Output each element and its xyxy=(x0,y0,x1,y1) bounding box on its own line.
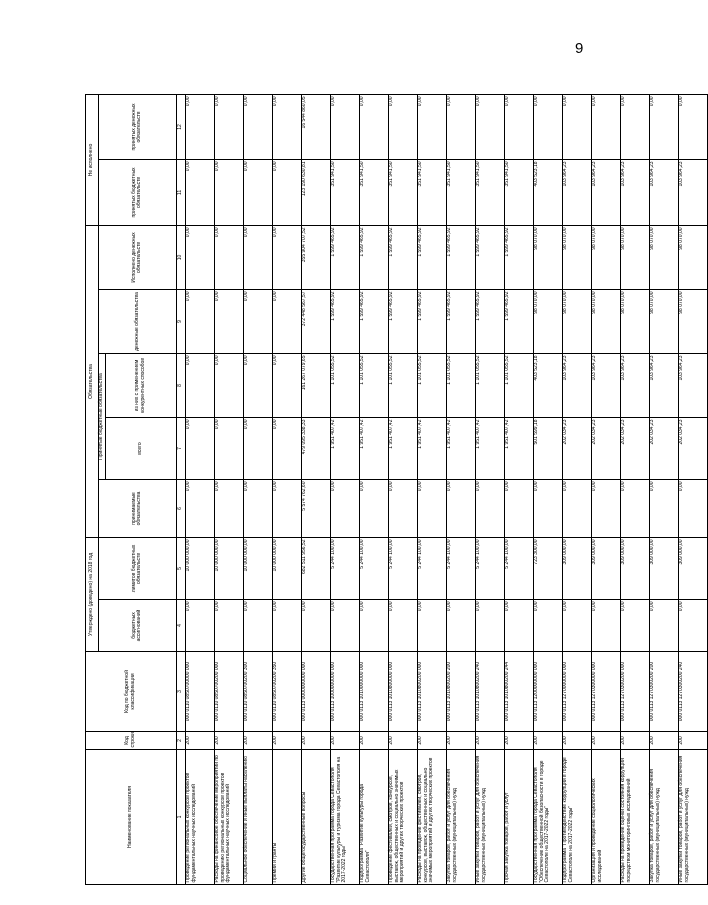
row-monetary: 1 599 465,92 xyxy=(417,290,446,354)
row-name: Организация и проведение социологических исследований xyxy=(591,750,620,885)
row-limits: 309 000,00 xyxy=(591,538,620,600)
row-name: Иные закупки товаров, работ и услуг для обеспечения государственных (муниципальных) нужд xyxy=(678,750,707,885)
row-budget-allocations: 0,00 xyxy=(504,600,533,652)
row-executed-monetary: 0,00 xyxy=(272,225,301,289)
row-budget-allocations: 0,00 xyxy=(533,600,562,652)
table-row xyxy=(272,94,301,884)
row-not-executed-budget: 351 941,50 xyxy=(446,159,475,225)
header-budget-allocations: бюджетных ассигнований xyxy=(99,600,177,652)
row-competitive: 1 101 055,52 xyxy=(417,354,446,418)
row-accepted-obligations: 0,00 xyxy=(678,480,707,538)
row-name: Прочая закупка товаров, работ и услуг xyxy=(504,750,533,885)
column-number: 10 xyxy=(176,225,185,289)
row-not-executed-budget: 351 941,50 xyxy=(330,159,359,225)
row-budget-code: 000 0113 1010800200 200 xyxy=(446,652,475,732)
row-executed-monetary: 1 599 465,92 xyxy=(417,225,446,289)
header-not-executed-group: Не исполнено xyxy=(86,94,99,225)
row-not-executed-monetary: 0,00 xyxy=(388,94,417,159)
row-name: Социальное обеспечение и иные выплаты населению xyxy=(243,750,272,885)
row-competitive: 103 964,23 xyxy=(678,354,707,418)
row-executed-monetary: 98 070,00 xyxy=(678,225,707,289)
row-accepted-obligations: 0,00 xyxy=(504,480,533,538)
row-not-executed-budget: 0,00 xyxy=(272,159,301,225)
row-monetary: 0,00 xyxy=(214,290,243,354)
row-limits: 5 244 100,00 xyxy=(417,538,446,600)
row-name: Расходы на проведение оценки состояния коррупции посредством мониторинговых исследований xyxy=(620,750,649,885)
row-total: 1 951 407,42 xyxy=(417,418,446,480)
row-code: 200 xyxy=(185,732,214,750)
row-monetary: 1 599 465,92 xyxy=(330,290,359,354)
row-budget-allocations: 0,00 xyxy=(185,600,214,652)
row-code: 200 xyxy=(649,732,678,750)
row-not-executed-budget: 0,00 xyxy=(214,159,243,225)
row-not-executed-monetary: 0,00 xyxy=(446,94,475,159)
row-total: 1 951 407,42 xyxy=(330,418,359,480)
row-accepted-obligations: 0,00 xyxy=(591,480,620,538)
header-budget-code: Код по бюджетной классификации xyxy=(86,652,177,732)
row-budget-code: 000 0110 0850700200 000 xyxy=(214,652,243,732)
table-row xyxy=(620,94,649,884)
row-limits: 309 000,00 xyxy=(620,538,649,600)
row-limits: 5 244 100,00 xyxy=(388,538,417,600)
row-executed-monetary: 0,00 xyxy=(243,225,272,289)
column-number: 9 xyxy=(176,290,185,354)
header-obligations-group: Обязательства xyxy=(86,225,99,537)
header-executed-monetary: Исполнено денежных обязательств xyxy=(99,225,177,289)
row-name: Подпрограмма "Противодействие коррупции в городе Севастополе на 2017-2022 годы" xyxy=(562,750,591,885)
row-executed-monetary: 1 599 465,92 xyxy=(475,225,504,289)
row-not-executed-monetary: 0,00 xyxy=(330,94,359,159)
row-accepted-obligations: 0,00 xyxy=(475,480,504,538)
row-code: 200 xyxy=(475,732,504,750)
row-monetary: 98 070,00 xyxy=(620,290,649,354)
row-total: 0,00 xyxy=(243,418,272,480)
row-total: 202 034,23 xyxy=(678,418,707,480)
row-budget-allocations: 0,00 xyxy=(272,600,301,652)
column-number: 11 xyxy=(176,159,185,225)
row-budget-allocations: 0,00 xyxy=(591,600,620,652)
row-accepted-obligations: 0,00 xyxy=(359,480,388,538)
row-accepted-obligations: 0,00 xyxy=(272,480,301,538)
row-budget-allocations: 0,00 xyxy=(301,600,330,652)
row-name: Иные закупки товаров, работ и услуг для обеспечения государственных (муниципальных) нужд xyxy=(475,750,504,885)
row-code: 200 xyxy=(214,732,243,750)
column-number: 5 xyxy=(176,538,185,600)
row-total: 1 951 407,42 xyxy=(446,418,475,480)
row-accepted-obligations: 0,00 xyxy=(243,480,272,538)
row-name: Расходы на финансовое обеспечение мероприятий по проведению региональных конкурсов проектов фундаментальных научных исследований xyxy=(214,750,243,885)
table-row xyxy=(243,94,272,884)
row-accepted-obligations: 0,00 xyxy=(562,480,591,538)
row-budget-code: 000 0113 1010800200 240 xyxy=(475,652,504,732)
header-accepted-budget-group: Принятые бюджетные обязательства xyxy=(99,354,106,480)
row-not-executed-budget: 103 964,23 xyxy=(562,159,591,225)
row-competitive: 1 101 055,52 xyxy=(504,354,533,418)
row-executed-monetary: 98 070,00 xyxy=(533,225,562,289)
row-code: 200 xyxy=(359,732,388,750)
row-accepted-obligations: 0,00 xyxy=(533,480,562,538)
row-competitive: 0,00 xyxy=(243,354,272,418)
table-row xyxy=(214,94,243,884)
column-number: 1 xyxy=(176,750,185,885)
row-name: Государственная программа города Севастополя "Обеспечение общественной безопасности в городе Севастополе на 2017-2022 годы" xyxy=(533,750,562,885)
row-monetary: 0,00 xyxy=(272,290,301,354)
page-number: 9 xyxy=(575,40,584,57)
column-number: 8 xyxy=(176,354,185,418)
row-not-executed-monetary: 0,00 xyxy=(214,94,243,159)
row-limits: 5 244 100,00 xyxy=(446,538,475,600)
column-number: 3 xyxy=(176,652,185,732)
row-competitive: 0,00 xyxy=(214,354,243,418)
row-not-executed-monetary: 0,00 xyxy=(533,94,562,159)
row-name: Расходы на проведение фестивалей, смотров, конкурсов, выставок, общественных и социально значимых мероприятий и других творческих проектов xyxy=(417,750,446,885)
row-limits: 5 244 100,00 xyxy=(359,538,388,600)
row-limits: 5 244 100,00 xyxy=(330,538,359,600)
row-competitive: 1 101 055,52 xyxy=(359,354,388,418)
row-name: Подпрограмма "Развитие культуры города Севастополя" xyxy=(359,750,388,885)
row-limits: 309 000,00 xyxy=(562,538,591,600)
row-name: Государственная программа города Севастополя "Развитие культуры и туризма города Севастополя на 2017-2022 годы" xyxy=(330,750,359,885)
row-budget-allocations: 0,00 xyxy=(359,600,388,652)
row-budget-code: 000 0113 1270300200 200 xyxy=(649,652,678,732)
row-budget-code: 000 0113 1010800000 000 xyxy=(388,652,417,732)
row-budget-code: 000 0113 1200000000 000 xyxy=(533,652,562,732)
row-limits: 5 244 100,00 xyxy=(504,538,533,600)
row-accepted-obligations: 0,00 xyxy=(185,480,214,538)
row-monetary: 372 448 567,57 xyxy=(301,290,330,354)
row-executed-monetary: 1 599 465,92 xyxy=(330,225,359,289)
row-executed-monetary: 98 070,00 xyxy=(649,225,678,289)
row-executed-monetary: 98 070,00 xyxy=(591,225,620,289)
row-code: 200 xyxy=(446,732,475,750)
row-monetary: 98 070,00 xyxy=(562,290,591,354)
table-row xyxy=(330,94,359,884)
row-budget-code: 000 0110 0850700200 300 xyxy=(243,652,272,732)
row-not-executed-monetary: 0,00 xyxy=(591,94,620,159)
rotated-table-container xyxy=(85,95,690,885)
table-body xyxy=(185,94,707,884)
row-total: 1 951 407,42 xyxy=(504,418,533,480)
row-accepted-obligations: 0,00 xyxy=(417,480,446,538)
row-monetary: 98 070,00 xyxy=(649,290,678,354)
row-budget-allocations: 0,00 xyxy=(214,600,243,652)
row-total: 1 951 407,42 xyxy=(475,418,504,480)
row-name: Проведение фестивалей, смотров, конкурсов, выставок, общественных и социально значимых мероприятий и других творческих проектов xyxy=(388,750,417,885)
row-not-executed-budget: 103 964,23 xyxy=(620,159,649,225)
row-competitive: 403 523,18 xyxy=(533,354,562,418)
header-accepted-budget-obligations: принятых бюджетных обязательств xyxy=(99,159,177,225)
row-name: Проведение региональных конкурсов проектов фундаментальных научных исследований xyxy=(185,750,214,885)
table-row xyxy=(301,94,330,884)
row-budget-code: 000 0113 1270300200 240 xyxy=(678,652,707,732)
row-limits: 5 244 100,00 xyxy=(475,538,504,600)
column-number: 4 xyxy=(176,600,185,652)
row-monetary: 1 599 465,92 xyxy=(359,290,388,354)
column-number: 6 xyxy=(176,480,185,538)
row-budget-code: 000 0113 1010800200 000 xyxy=(417,652,446,732)
row-not-executed-monetary: 0,00 xyxy=(272,94,301,159)
row-not-executed-budget: 351 941,50 xyxy=(417,159,446,225)
row-budget-allocations: 0,00 xyxy=(620,600,649,652)
table-row xyxy=(649,94,678,884)
row-executed-monetary: 1 599 465,92 xyxy=(446,225,475,289)
row-code: 200 xyxy=(562,732,591,750)
row-not-executed-budget: 351 941,50 xyxy=(359,159,388,225)
header-monetary: денежные обязательства xyxy=(99,290,177,354)
row-limits: 309 000,00 xyxy=(649,538,678,600)
row-name: Закупка товаров, работ и услуг для обеспечения государственных (муниципальных) нужд xyxy=(446,750,475,885)
row-executed-monetary: 98 070,00 xyxy=(620,225,649,289)
row-not-executed-monetary: 16 544 860,05 xyxy=(301,94,330,159)
row-not-executed-monetary: 0,00 xyxy=(359,94,388,159)
row-code: 200 xyxy=(243,732,272,750)
table-row xyxy=(475,94,504,884)
header-name: Наименование показателя xyxy=(86,750,177,885)
row-total: 202 034,23 xyxy=(620,418,649,480)
row-accepted-obligations: 0,00 xyxy=(214,480,243,538)
row-code: 200 xyxy=(620,732,649,750)
row-budget-allocations: 0,00 xyxy=(417,600,446,652)
row-code: 200 xyxy=(591,732,620,750)
row-executed-monetary: 0,00 xyxy=(185,225,214,289)
row-name: Закупка товаров, работ и услуг для обеспечения государственных (муниципальных) нужд xyxy=(649,750,678,885)
budget-execution-table xyxy=(85,94,708,885)
table-row xyxy=(533,94,562,884)
row-accepted-obligations: 0,00 xyxy=(649,480,678,538)
row-monetary: 0,00 xyxy=(185,290,214,354)
row-budget-code: 000 0113 1270000000 000 xyxy=(562,652,591,732)
row-budget-code: 000 0110 0850700200 350 xyxy=(272,652,301,732)
row-not-executed-budget: 351 941,50 xyxy=(475,159,504,225)
row-not-executed-monetary: 0,00 xyxy=(504,94,533,159)
header-accepted-monetary-obligations: принятых денежных обязательств xyxy=(99,94,177,159)
row-budget-code: 000 0113 1270300200 000 xyxy=(620,652,649,732)
row-budget-allocations: 0,00 xyxy=(388,600,417,652)
row-competitive: 1 101 055,52 xyxy=(388,354,417,418)
table-row xyxy=(446,94,475,884)
row-competitive: 103 964,23 xyxy=(620,354,649,418)
row-executed-monetary: 0,00 xyxy=(214,225,243,289)
header-accepted-obligations: принимаемые обязательства xyxy=(99,480,177,538)
row-competitive: 103 964,23 xyxy=(591,354,620,418)
table-row xyxy=(562,94,591,884)
row-total: 1 951 407,42 xyxy=(359,418,388,480)
row-total: 202 034,23 xyxy=(562,418,591,480)
row-budget-allocations: 0,00 xyxy=(562,600,591,652)
column-number: 7 xyxy=(176,418,185,480)
header-limits: лимитов бюджетных обязательств xyxy=(99,538,177,600)
row-total: 501 599,18 xyxy=(533,418,562,480)
row-not-executed-budget: 0,00 xyxy=(185,159,214,225)
header-approved-group: Утверждено (доведено) на 2018 год xyxy=(86,538,99,652)
row-limits: 10 000 000,00 xyxy=(272,538,301,600)
row-executed-monetary: 1 599 465,92 xyxy=(388,225,417,289)
row-code: 200 xyxy=(388,732,417,750)
header-competitive: из них с применением конкурентных способов xyxy=(105,354,176,418)
row-total: 0,00 xyxy=(272,418,301,480)
row-budget-allocations: 0,00 xyxy=(475,600,504,652)
row-name: Другие общегосударственные вопросы xyxy=(301,750,330,885)
row-monetary: 98 070,00 xyxy=(678,290,707,354)
row-code: 200 xyxy=(504,732,533,750)
row-competitive: 0,00 xyxy=(185,354,214,418)
row-budget-code: 000 0113 0000000000 000 xyxy=(301,652,330,732)
column-number: 2 xyxy=(176,732,185,750)
table-row xyxy=(678,94,707,884)
row-name: Премии и гранты xyxy=(272,750,301,885)
row-budget-code: 000 0113 1000000000 000 xyxy=(330,652,359,732)
row-budget-allocations: 0,00 xyxy=(243,600,272,652)
row-competitive: 1 101 055,52 xyxy=(475,354,504,418)
row-competitive: 103 964,23 xyxy=(562,354,591,418)
row-limits: 10 000 000,00 xyxy=(185,538,214,600)
table-row xyxy=(185,94,214,884)
row-budget-allocations: 0,00 xyxy=(649,600,678,652)
row-not-executed-budget: 351 941,50 xyxy=(504,159,533,225)
row-not-executed-monetary: 0,00 xyxy=(243,94,272,159)
row-not-executed-monetary: 0,00 xyxy=(417,94,446,159)
row-limits: 10 000 000,00 xyxy=(243,538,272,600)
row-accepted-obligations: 0,00 xyxy=(620,480,649,538)
row-not-executed-budget: 351 941,50 xyxy=(388,159,417,225)
header-total: всего xyxy=(105,418,176,480)
row-limits: 10 000 000,00 xyxy=(214,538,243,600)
row-not-executed-budget: 103 964,23 xyxy=(678,159,707,225)
row-competitive: 1 101 055,52 xyxy=(446,354,475,418)
row-executed-monetary: 1 599 465,92 xyxy=(359,225,388,289)
table-row xyxy=(359,94,388,884)
row-total: 0,00 xyxy=(214,418,243,480)
row-executed-monetary: 355 904 707,52 xyxy=(301,225,330,289)
row-not-executed-monetary: 0,00 xyxy=(562,94,591,159)
row-limits: 682 511 956,52 xyxy=(301,538,330,600)
row-monetary: 0,00 xyxy=(243,290,272,354)
row-code: 200 xyxy=(678,732,707,750)
row-budget-code: 000 0110 0850700000 000 xyxy=(185,652,214,732)
row-not-executed-budget: 403 523,18 xyxy=(533,159,562,225)
row-not-executed-budget: 0,00 xyxy=(243,159,272,225)
table-row xyxy=(591,94,620,884)
table-row xyxy=(388,94,417,884)
row-limits: 309 000,00 xyxy=(678,538,707,600)
row-not-executed-monetary: 0,00 xyxy=(678,94,707,159)
row-total: 1 951 407,42 xyxy=(388,418,417,480)
row-competitive: 103 964,23 xyxy=(649,354,678,418)
row-monetary: 1 599 465,92 xyxy=(388,290,417,354)
row-monetary: 98 070,00 xyxy=(533,290,562,354)
row-executed-monetary: 98 070,00 xyxy=(562,225,591,289)
row-monetary: 1 599 465,92 xyxy=(446,290,475,354)
row-not-executed-budget: 103 964,23 xyxy=(591,159,620,225)
row-code: 200 xyxy=(330,732,359,750)
row-limits: 723 300,00 xyxy=(533,538,562,600)
row-not-executed-monetary: 0,00 xyxy=(620,94,649,159)
row-accepted-obligations: 5 574 762,60 xyxy=(301,480,330,538)
row-total: 479 095 338,33 xyxy=(301,418,330,480)
rotated-table-area xyxy=(85,95,690,885)
row-executed-monetary: 1 599 465,92 xyxy=(504,225,533,289)
row-code: 200 xyxy=(533,732,562,750)
column-number: 12 xyxy=(176,94,185,159)
row-budget-allocations: 0,00 xyxy=(446,600,475,652)
table-row xyxy=(504,94,533,884)
row-competitive: 0,00 xyxy=(272,354,301,418)
header-code: Код строки xyxy=(86,732,177,750)
row-code: 200 xyxy=(301,732,330,750)
row-budget-allocations: 0,00 xyxy=(678,600,707,652)
row-accepted-obligations: 0,00 xyxy=(446,480,475,538)
row-monetary: 98 070,00 xyxy=(591,290,620,354)
row-code: 200 xyxy=(272,732,301,750)
row-budget-code: 000 0113 1270300000 000 xyxy=(591,652,620,732)
row-not-executed-monetary: 0,00 xyxy=(649,94,678,159)
row-total: 0,00 xyxy=(185,418,214,480)
column-number-row xyxy=(176,94,185,884)
row-competitive: 1 101 055,52 xyxy=(330,354,359,418)
row-accepted-obligations: 0,00 xyxy=(330,480,359,538)
row-not-executed-monetary: 0,00 xyxy=(475,94,504,159)
row-total: 202 034,23 xyxy=(649,418,678,480)
row-monetary: 1 599 465,92 xyxy=(475,290,504,354)
row-not-executed-monetary: 0,00 xyxy=(185,94,214,159)
row-total: 202 034,23 xyxy=(591,418,620,480)
row-budget-code: 000 0113 1010000000 000 xyxy=(359,652,388,732)
table-row xyxy=(417,94,446,884)
row-accepted-obligations: 0,00 xyxy=(388,480,417,538)
row-not-executed-budget: 103 964,23 xyxy=(649,159,678,225)
row-budget-allocations: 0,00 xyxy=(330,600,359,652)
row-competitive: 161 267 079,65 xyxy=(301,354,330,418)
row-budget-code: 000 0113 1010800200 244 xyxy=(504,652,533,732)
row-monetary: 1 599 465,92 xyxy=(504,290,533,354)
row-code: 200 xyxy=(417,732,446,750)
row-not-executed-budget: 123 190 630,81 xyxy=(301,159,330,225)
table-header xyxy=(86,94,186,884)
